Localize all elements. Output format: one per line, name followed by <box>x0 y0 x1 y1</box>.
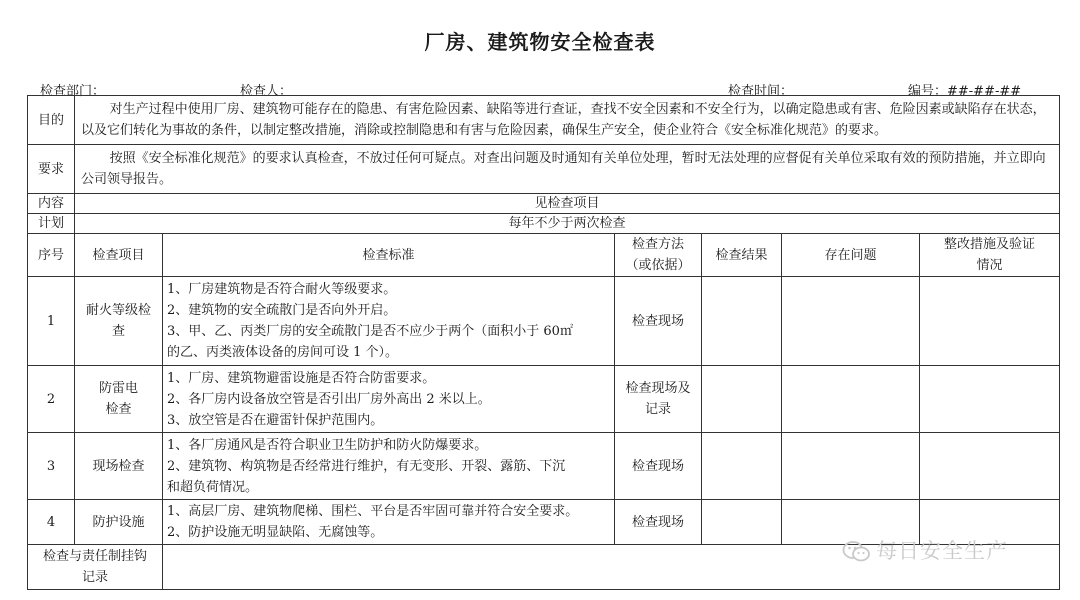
header-method <box>615 234 702 277</box>
responsibility-label-line2: 记录 <box>81 570 108 585</box>
row-method-line2: 记录 <box>644 402 671 417</box>
row-item-line1: 耐火等级检 <box>85 303 151 318</box>
header-issues: 存在问题 <box>782 234 920 277</box>
row-rectification-cell[interactable] <box>920 366 1060 433</box>
row-item-line2: 查 <box>111 324 125 339</box>
requirement-row <box>28 145 1060 194</box>
table-row <box>28 433 1060 500</box>
dept-label: 检查部门： <box>40 84 106 99</box>
purpose-text: 对生产过程中使用厂房、建筑物可能存在的隐患、有害危险因素、缺陷等进行查证，查找不安全因素和不安全行为，以确定隐患或有害、危险因素或缺陷存在状态，以及它们转化为事故的条件，以制定整改措施，消除或控制隐患和有害与危险因素，确保生产安全，使企业符合《安全标准化规范》的要求。 <box>75 96 1060 145</box>
row-result-cell[interactable] <box>702 277 782 366</box>
header-standard: 检查标准 <box>163 234 615 277</box>
row-method <box>615 433 702 500</box>
row-no: 1 <box>28 277 75 366</box>
row-item <box>75 366 163 433</box>
row-rectification-cell[interactable] <box>920 433 1060 500</box>
row-method-line1: 检查现场 <box>631 514 684 530</box>
header-method-line2: （或依据） <box>625 258 691 273</box>
standard-line: 1、厂房建筑物是否符合耐火等级要求。 <box>167 282 397 297</box>
row-method <box>615 500 702 545</box>
row-issues-cell[interactable] <box>782 433 920 500</box>
row-item <box>75 277 163 366</box>
requirement-text: 按照《安全标准化规范》的要求认真检查，不放过任何可疑点。对查出问题及时通知有关单位处理，暂时无法处理的应督促有关单位采取有效的预防措施，并立即向公司领导报告。 <box>75 145 1060 194</box>
watermark <box>842 535 1008 565</box>
header-method-line1: 检查方法 <box>631 237 684 252</box>
standard-line: 2、防护设施无明显缺陷、无腐蚀等。 <box>167 525 384 540</box>
purpose-row <box>28 96 1060 145</box>
standard-line: 3、放空管是否在避雷针保护范围内。 <box>167 412 384 428</box>
row-method-line1: 检查现场及 <box>625 381 691 396</box>
table-row <box>28 366 1060 433</box>
wechat-icon <box>842 540 872 564</box>
standard-line: 2、建筑物的安全疏散门是否向外开启。 <box>167 303 397 318</box>
standard-line: 1、各厂房通风是否符合职业卫生防护和防火防爆要求。 <box>167 437 488 453</box>
content-row <box>28 194 1060 214</box>
row-standard <box>163 433 615 500</box>
form-number: 编号：##-##-## <box>908 84 1022 99</box>
row-item-line2: 检查 <box>105 402 132 417</box>
requirement-label: 要求 <box>28 145 75 194</box>
content-label: 内容 <box>28 194 75 214</box>
table-row <box>28 277 1060 366</box>
row-no: 3 <box>28 433 75 500</box>
row-item-line1: 防护设施 <box>92 514 145 530</box>
row-issues-cell[interactable] <box>782 366 920 433</box>
responsibility-label <box>28 545 163 590</box>
row-item-line1: 防雷电 <box>98 381 138 396</box>
row-item-line1: 现场检查 <box>92 458 145 474</box>
standard-line: 2、各厂房内设备放空管是否引出厂房外高出 2 米以上。 <box>167 391 491 407</box>
row-issues-cell[interactable] <box>782 277 920 366</box>
row-standard <box>163 277 615 366</box>
standard-line: 和超负荷情况。 <box>167 479 259 495</box>
standard-line: 1、厂房、建筑物避雷设施是否符合防雷要求。 <box>167 370 436 386</box>
standard-line: 3、甲、乙、丙类厂房的安全疏散门是否不应少于两个（面积小于 60㎡ <box>167 324 573 339</box>
watermark-text: 每日安全生产 <box>876 539 1008 563</box>
header-no: 序号 <box>28 234 75 277</box>
row-standard <box>163 500 615 545</box>
header-rect-line2: 情况 <box>976 258 1003 273</box>
inspector-label: 检查人： <box>240 84 293 99</box>
row-item <box>75 500 163 545</box>
plan-label: 计划 <box>28 214 75 234</box>
row-method <box>615 366 702 433</box>
row-no: 2 <box>28 366 75 433</box>
plan-row <box>28 214 1060 234</box>
row-result-cell[interactable] <box>702 500 782 545</box>
inspection-table <box>27 95 1060 590</box>
content-value: 见检查项目 <box>75 194 1060 214</box>
row-method <box>615 277 702 366</box>
row-standard <box>163 366 615 433</box>
standard-line: 的乙、丙类液体设备的房间可设 1 个）。 <box>167 345 399 360</box>
header-rect-line1: 整改措施及验证 <box>944 237 1036 252</box>
row-method-line1: 检查现场 <box>631 313 684 329</box>
header-item: 检查项目 <box>75 234 163 277</box>
plan-value: 每年不少于两次检查 <box>75 214 1060 234</box>
row-result-cell[interactable] <box>702 433 782 500</box>
row-result-cell[interactable] <box>702 366 782 433</box>
time-label: 检查时间： <box>728 84 794 99</box>
header-result: 检查结果 <box>702 234 782 277</box>
row-no: 4 <box>28 500 75 545</box>
page-title: 厂房、建筑物安全检查表 <box>424 30 656 54</box>
purpose-label: 目的 <box>28 96 75 145</box>
header-rectification <box>920 234 1060 277</box>
row-method-line1: 检查现场 <box>631 458 684 474</box>
row-rectification-cell[interactable] <box>920 277 1060 366</box>
header-row <box>28 234 1060 277</box>
responsibility-label-line1: 检查与责任制挂钩 <box>42 549 147 564</box>
standard-line: 2、建筑物、构筑物是否经常进行维护，有无变形、开裂、露筋、下沉 <box>167 458 566 474</box>
row-item <box>75 433 163 500</box>
standard-line: 1、高层厂房、建筑物爬梯、围栏、平台是否牢固可靠并符合安全要求。 <box>167 504 579 519</box>
